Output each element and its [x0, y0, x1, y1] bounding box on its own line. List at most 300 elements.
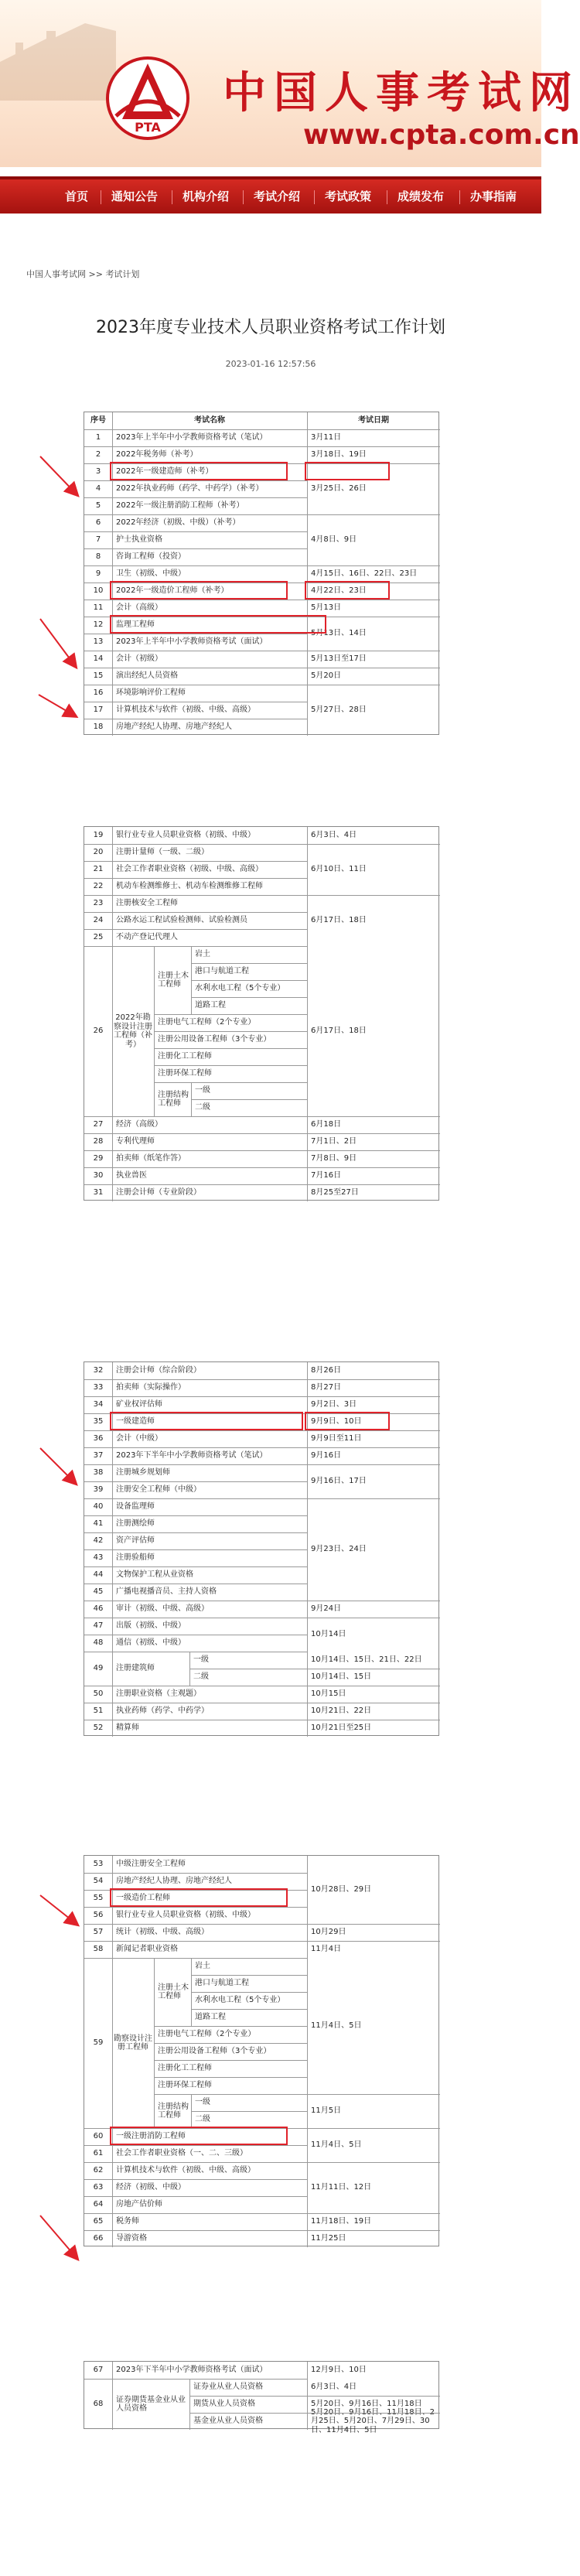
row-divider — [84, 2196, 307, 2197]
exam-name: 会计（高级） — [116, 603, 162, 613]
row-divider — [307, 1184, 440, 1185]
exam-date: 3月11日 — [311, 433, 342, 442]
exam-name: 证券期货基金业从业人员资格 — [116, 2395, 186, 2413]
row-divider — [84, 446, 307, 447]
exam-date: 7月8日、9日 — [311, 1154, 357, 1163]
subgroup-item: 注册公用设备工程师（3个专业） — [158, 2047, 271, 2056]
row-divider — [84, 2213, 307, 2214]
exam-name: 2023年下半年中小学教师资格考试（面试） — [116, 2366, 268, 2375]
row-divider — [84, 1515, 307, 1516]
exam-name: 税务师 — [116, 2217, 139, 2226]
exam-date: 7月16日 — [311, 1171, 342, 1180]
row-divider — [191, 963, 307, 964]
group-label: 勘察设计注册工程师 — [114, 2034, 152, 2052]
exam-name: 文物保护工程从业资格 — [116, 1570, 193, 1580]
exam-name: 不动产登记代理人 — [116, 933, 178, 942]
subgroup-item: 一级 — [195, 1086, 210, 1095]
exam-name: 2022年一级建造师（补考） — [116, 467, 213, 477]
exam-name: 注册职业资格（主观题） — [116, 1689, 201, 1699]
subgroup-item: 道路工程 — [195, 1001, 226, 1010]
highlight-exam-3 — [110, 462, 288, 480]
row-number: 47 — [93, 1621, 104, 1631]
exam-name: 统计（初级、中级、高级） — [116, 1928, 209, 1937]
row-divider — [307, 1464, 440, 1465]
row-number: 5 — [95, 501, 101, 511]
row-number: 57 — [93, 1928, 104, 1937]
highlight-exam-60 — [110, 2127, 288, 2145]
row-divider — [84, 1133, 307, 1134]
highlight-exam-55 — [110, 1888, 288, 1907]
exam-date: 11月11日、12日 — [311, 2183, 372, 2192]
exam-name: 2022年执业药师（药学、中药学）（补考） — [116, 484, 264, 494]
row-divider — [84, 1167, 307, 1168]
exam-date: 5月20日 — [311, 671, 342, 681]
brand-url: www.cpta.com.cn — [303, 119, 580, 151]
row-divider — [84, 1481, 307, 1482]
subgroup-item: 港口与航道工程 — [195, 1979, 249, 1988]
row-divider — [84, 1464, 307, 1465]
nav-exam-policy[interactable]: 考试政策 — [325, 190, 372, 203]
row-number: 33 — [93, 1383, 104, 1392]
row-divider — [84, 1498, 307, 1499]
row-divider — [307, 2213, 440, 2214]
schedule-table-4 — [84, 1855, 439, 2246]
row-divider — [84, 929, 307, 930]
row-divider — [84, 2230, 307, 2231]
arrow-row-35 — [40, 1448, 76, 1484]
row-number: 49 — [93, 1664, 104, 1673]
exam-name: 公路水运工程试验检测师、试验检测员 — [116, 916, 247, 925]
row-divider — [84, 1873, 307, 1874]
highlight-date-35 — [305, 1412, 390, 1430]
row-number: 11 — [93, 603, 104, 613]
row-number: 9 — [95, 569, 101, 579]
row-number: 39 — [93, 1485, 104, 1495]
row-divider — [84, 531, 307, 532]
row-divider — [307, 1396, 440, 1397]
row-number: 36 — [93, 1434, 104, 1443]
exam-date: 10月29日 — [311, 1928, 346, 1937]
row-number: 32 — [93, 1366, 104, 1375]
row-divider — [307, 1498, 440, 1499]
row-number: 1 — [95, 433, 101, 442]
exam-date: 11月4日、5日 — [311, 2021, 362, 2031]
subgroup-item: 注册环保工程师 — [158, 2081, 212, 2090]
exam-name: 2022年一级注册消防工程师（补考） — [116, 501, 244, 511]
row-divider — [191, 1099, 307, 1100]
row-divider — [189, 2396, 440, 2397]
row-divider — [307, 2230, 440, 2231]
row-number: 64 — [93, 2200, 104, 2209]
exam-date: 3月25日、26日 — [311, 484, 367, 494]
row-number: 17 — [93, 705, 104, 715]
subgroup-item: 注册电气工程师（2个专业） — [158, 2030, 256, 2039]
exam-name: 演出经纪人员资格 — [116, 671, 178, 681]
exam-subname: 证券业从业人员资格 — [193, 2383, 263, 2392]
row-divider — [307, 514, 440, 515]
row-number: 66 — [93, 2234, 104, 2243]
pta-logo-icon — [105, 56, 190, 141]
col-divider — [112, 412, 113, 736]
exam-name: 经济（初级、中级） — [116, 2183, 186, 2192]
exam-name: 机动车检测维修士、机动车检测维修工程师 — [116, 882, 263, 891]
row-divider — [84, 2379, 307, 2380]
subgroup-item: 一级 — [195, 2098, 210, 2107]
row-divider — [84, 1958, 307, 1959]
exam-date: 10月21日至25日 — [311, 1724, 372, 1733]
exam-subname: 期货从业人员资格 — [193, 2400, 255, 2409]
exam-name: 房地产估价师 — [116, 2200, 162, 2209]
row-number: 7 — [95, 535, 101, 545]
exam-name: 注册城乡规划师 — [116, 1468, 170, 1478]
row-divider — [84, 1430, 307, 1431]
exam-name: 导游资格 — [116, 2234, 147, 2243]
exam-subname: 二级 — [193, 1672, 209, 1682]
subgroup-item: 港口与航道工程 — [195, 967, 249, 976]
row-number: 35 — [93, 1417, 104, 1426]
subgroup-item: 岩土 — [195, 1962, 210, 1971]
exam-date: 11月4日、5日 — [311, 2140, 362, 2150]
row-number: 54 — [93, 1877, 104, 1886]
row-divider — [307, 446, 440, 447]
col-divider — [307, 1856, 308, 2247]
row-number: 55 — [93, 1894, 104, 1903]
nav-results[interactable]: 成绩发布 — [397, 190, 445, 203]
row-number: 18 — [93, 723, 104, 732]
exam-date: 5月13日 — [311, 603, 342, 613]
row-number: 65 — [93, 2217, 104, 2226]
row-number: 58 — [93, 1945, 104, 1954]
exam-name: 新闻记者职业资格 — [116, 1945, 178, 1954]
exam-date: 3月18日、19日 — [311, 450, 367, 460]
exam-date: 5月13日至17日 — [311, 654, 367, 664]
exam-date: 6月17日、18日 — [311, 916, 367, 925]
row-divider — [307, 1116, 440, 1117]
row-divider — [307, 1941, 440, 1942]
exam-date: 11月18日、19日 — [311, 2217, 372, 2226]
row-number: 51 — [93, 1707, 104, 1716]
exam-name: 计算机技术与软件（初级、中级、高级） — [116, 2166, 255, 2175]
exam-date: 11月4日 — [311, 1945, 342, 1954]
row-number: 10 — [93, 586, 104, 596]
row-divider — [307, 2162, 440, 2163]
row-number: 41 — [93, 1519, 104, 1529]
row-number: 19 — [93, 831, 104, 840]
row-divider — [84, 514, 307, 515]
row-divider — [307, 1430, 440, 1431]
exam-name: 矿业权评估师 — [116, 1400, 162, 1409]
exam-name: 房地产经纪人协理、房地产经纪人 — [116, 1877, 232, 1886]
row-number: 40 — [93, 1502, 104, 1512]
row-divider — [191, 1975, 307, 1976]
row-divider — [84, 2162, 307, 2163]
arrow-row-60 — [40, 2216, 77, 2259]
exam-name: 银行业专业人员职业资格（初级、中级） — [116, 1911, 255, 1920]
row-number: 44 — [93, 1570, 104, 1580]
subgroup-item: 注册公用设备工程师（3个专业） — [158, 1035, 271, 1044]
row-number: 23 — [93, 899, 104, 908]
row-divider — [84, 1924, 307, 1925]
row-divider — [84, 1532, 307, 1533]
row-number: 63 — [93, 2183, 104, 2192]
row-divider — [84, 861, 307, 862]
row-divider — [189, 2413, 440, 2414]
row-divider — [84, 565, 307, 566]
row-divider — [84, 1184, 307, 1185]
exam-name: 2022年经济（初级、中级）（补考） — [116, 518, 241, 528]
exam-name: 设备监理师 — [116, 1502, 155, 1512]
col-divider — [112, 1856, 113, 2247]
row-number: 28 — [93, 1137, 104, 1146]
row-divider — [84, 1907, 307, 1908]
row-divider — [84, 895, 307, 896]
row-number: 62 — [93, 2166, 104, 2175]
row-divider — [84, 480, 307, 481]
exam-date: 4月8日、9日 — [311, 535, 357, 545]
row-number: 56 — [93, 1911, 104, 1920]
exam-date: 9月16日 — [311, 1451, 342, 1461]
exam-name: 注册建筑师 — [116, 1664, 155, 1673]
exam-name: 中级注册安全工程师 — [116, 1860, 186, 1869]
exam-date: 11月5日 — [311, 2106, 342, 2116]
breadcrumb — [26, 268, 139, 280]
schedule-table-2 — [84, 826, 439, 1201]
exam-name: 出版（初级、中级） — [116, 1621, 186, 1631]
row-number: 22 — [93, 882, 104, 891]
row-number: 26 — [93, 1027, 104, 1036]
row-number: 48 — [93, 1638, 104, 1648]
arrow-row-12 — [39, 695, 76, 716]
row-divider — [307, 2128, 440, 2129]
row-divider — [84, 1549, 307, 1550]
schedule-table-1 — [84, 412, 439, 735]
row-number: 67 — [93, 2366, 104, 2375]
exam-date: 9月16日、17日 — [311, 1477, 367, 1486]
exam-name: 会计（中级） — [116, 1434, 162, 1443]
exam-date: 5月27日、28日 — [311, 705, 367, 715]
row-number: 52 — [93, 1724, 104, 1733]
exam-date: 5月13日、14日 — [311, 629, 367, 638]
row-divider — [84, 1941, 307, 1942]
row-divider — [191, 2111, 307, 2112]
row-divider — [191, 2009, 307, 2010]
exam-name: 监理工程师 — [116, 620, 155, 630]
row-number: 2 — [95, 450, 101, 460]
nav-about[interactable]: 机构介绍 — [183, 190, 230, 203]
exam-date: 11月25日 — [311, 2234, 346, 2243]
row-divider — [307, 844, 440, 845]
row-number: 31 — [93, 1188, 104, 1197]
row-number: 38 — [93, 1468, 104, 1478]
row-number: 42 — [93, 1536, 104, 1546]
nav-guide[interactable]: 办事指南 — [470, 190, 517, 203]
row-number: 61 — [93, 2149, 104, 2158]
subgroup-item: 注册化工工程师 — [158, 2064, 212, 2073]
row-divider — [307, 1447, 440, 1448]
exam-name: 拍卖师（纸笔作答） — [116, 1154, 186, 1163]
row-number: 6 — [95, 518, 101, 528]
exam-name: 注册计量师（一级、二级） — [116, 848, 209, 857]
subgroup-item: 二级 — [195, 1103, 210, 1112]
exam-date: 6月10日、11日 — [311, 865, 367, 874]
exam-name: 一级造价工程师 — [116, 1894, 170, 1903]
arrow-row-55 — [40, 1895, 77, 1925]
subgroup-item: 道路工程 — [195, 2013, 226, 2022]
row-divider — [84, 429, 307, 430]
row-divider — [84, 946, 307, 947]
row-number: 15 — [93, 671, 104, 681]
exam-name: 2022年税务师（补考） — [116, 450, 198, 460]
subgroup-item: 水利水电工程（5个专业） — [195, 984, 285, 993]
row-number: 59 — [93, 2038, 104, 2048]
row-number: 30 — [93, 1171, 104, 1180]
row-divider — [191, 1992, 307, 1993]
exam-name: 注册核安全工程师 — [116, 899, 178, 908]
subgroup-item: 注册化工工程师 — [158, 1052, 212, 1061]
highlight-exam-10 — [110, 581, 288, 600]
highlight-exam-35 — [110, 1412, 303, 1430]
exam-date: 7月1日、2日 — [311, 1137, 357, 1146]
exam-name: 注册会计师（综合阶段） — [116, 1366, 201, 1375]
row-number: 68 — [93, 2400, 104, 2409]
exam-date: 10月14日、15日、21日、22日 — [311, 1655, 422, 1665]
exam-name: 注册安全工程师（中级） — [116, 1485, 201, 1495]
row-number: 20 — [93, 848, 104, 857]
exam-name: 广播电视播音员、主持人资格 — [116, 1587, 217, 1597]
col-divider — [307, 412, 308, 736]
highlight-date-3 — [305, 462, 390, 480]
exam-date: 6月3日、4日 — [311, 2383, 357, 2392]
exam-name: 一级注册消防工程师 — [116, 2132, 186, 2141]
row-divider — [84, 1566, 307, 1567]
row-divider — [307, 895, 440, 896]
exam-name: 2023年上半年中小学教师资格考试（面试） — [116, 637, 268, 647]
exam-name: 执业药师（药学、中药学） — [116, 1707, 209, 1716]
row-divider — [307, 1379, 440, 1380]
subgroup-label: 注册结构工程师 — [158, 1090, 189, 1108]
row-divider — [307, 1150, 440, 1151]
row-divider — [84, 497, 307, 498]
exam-date: 4月15日、16日、22日、23日 — [311, 569, 418, 579]
row-number: 8 — [95, 552, 101, 562]
breadcrumb-home[interactable]: 中国人事考试网 — [26, 269, 86, 279]
row-divider — [84, 1379, 307, 1380]
row-divider — [84, 844, 307, 845]
subgroup-item: 二级 — [195, 2115, 210, 2124]
exam-name: 拍卖师（实际操作） — [116, 1383, 186, 1392]
highlight-exam-12 — [110, 615, 326, 634]
nav-home[interactable]: 首页 — [65, 190, 89, 203]
exam-name: 卫生（初级、中级） — [116, 569, 186, 579]
row-divider — [84, 1447, 307, 1448]
row-number: 12 — [93, 620, 104, 630]
exam-name: 社会工作者职业资格（初级、中级、高级） — [116, 865, 263, 874]
exam-date: 8月27日 — [311, 1383, 342, 1392]
brand-title: 中国人事考试网 — [223, 67, 580, 118]
exam-name: 精算师 — [116, 1724, 139, 1733]
highlight-date-10 — [305, 581, 390, 600]
exam-name: 2023年上半年中小学教师资格考试（笔试） — [116, 433, 268, 442]
schedule-table-5 — [84, 2361, 439, 2434]
exam-name: 一级建造师 — [116, 1417, 155, 1426]
exam-date: 10月28日、29日 — [311, 1885, 372, 1894]
row-number: 3 — [95, 467, 101, 477]
exam-subname: 基金业从业人员资格 — [193, 2417, 263, 2426]
nav-exam-intro[interactable]: 考试介绍 — [254, 190, 301, 203]
row-number: 24 — [93, 916, 104, 925]
row-number: 21 — [93, 865, 104, 874]
col-divider — [307, 2362, 308, 2430]
row-number: 34 — [93, 1400, 104, 1409]
row-divider — [84, 1150, 307, 1151]
row-number: 45 — [93, 1587, 104, 1597]
subgroup-label: 注册结构工程师 — [158, 2102, 189, 2120]
header-date: 考试日期 — [358, 416, 389, 425]
exam-date: 6月18日 — [311, 1120, 342, 1129]
col-divider — [307, 827, 308, 1201]
exam-name: 专利代理师 — [116, 1137, 155, 1146]
breadcrumb-sep: >> — [88, 269, 103, 279]
row-number: 53 — [93, 1860, 104, 1869]
exam-name: 注册会计师（专业阶段） — [116, 1188, 201, 1197]
row-number: 60 — [93, 2132, 104, 2141]
row-divider — [84, 1396, 307, 1397]
row-divider — [191, 997, 307, 998]
row-number: 46 — [93, 1604, 104, 1614]
exam-name: 护士执业资格 — [116, 535, 162, 545]
header-name: 考试名称 — [194, 416, 225, 425]
exam-name: 注册测绘师 — [116, 1519, 155, 1529]
row-number: 14 — [93, 654, 104, 664]
subgroup-label: 注册土木工程师 — [158, 971, 189, 989]
site-header — [0, 0, 580, 167]
svg-text:PTA: PTA — [135, 120, 161, 135]
exam-date: 9月9日至11日 — [311, 1434, 362, 1443]
exam-name: 执业兽医 — [116, 1171, 147, 1180]
arrow-row-10 — [40, 619, 76, 667]
exam-name: 2022年一级造价工程师（补考） — [116, 586, 229, 596]
exam-name: 资产评估师 — [116, 1536, 155, 1546]
breadcrumb-current[interactable]: 考试计划 — [105, 269, 140, 279]
exam-date: 10月14日、15日 — [311, 1672, 372, 1682]
exam-date: 8月25至27日 — [311, 1188, 359, 1197]
row-divider — [84, 2179, 307, 2180]
header-no: 序号 — [90, 416, 106, 425]
subgroup-item: 注册电气工程师（2个专业） — [158, 1018, 256, 1027]
exam-name: 2023年下半年中小学教师资格考试（笔试） — [116, 1451, 268, 1461]
exam-name: 房地产经纪人协理、房地产经纪人 — [116, 723, 232, 732]
publish-timestamp: 2023-01-16 12:57:56 — [225, 359, 316, 369]
exam-name: 经济（高级） — [116, 1120, 162, 1129]
row-number: 27 — [93, 1120, 104, 1129]
great-wall-icon — [0, 8, 116, 101]
main-nav — [0, 176, 541, 214]
exam-date: 6月17日、18日 — [311, 1027, 367, 1036]
row-divider — [84, 878, 307, 879]
row-divider — [307, 565, 440, 566]
exam-date: 月25日、5月20日、7月29日、30日、11月4日、5日 — [311, 2417, 430, 2434]
exam-date: 10月14日 — [311, 1630, 346, 1639]
row-number: 29 — [93, 1154, 104, 1163]
row-divider — [191, 980, 307, 981]
exam-date: 6月3日、4日 — [311, 831, 357, 840]
col-divider — [112, 2362, 113, 2430]
exam-date: 9月23日、24日 — [311, 1545, 367, 1554]
exam-name: 会计（初级） — [116, 654, 162, 664]
row-number: 13 — [93, 637, 104, 647]
nav-notices[interactable]: 通知公告 — [111, 190, 159, 203]
row-number: 16 — [93, 688, 104, 698]
